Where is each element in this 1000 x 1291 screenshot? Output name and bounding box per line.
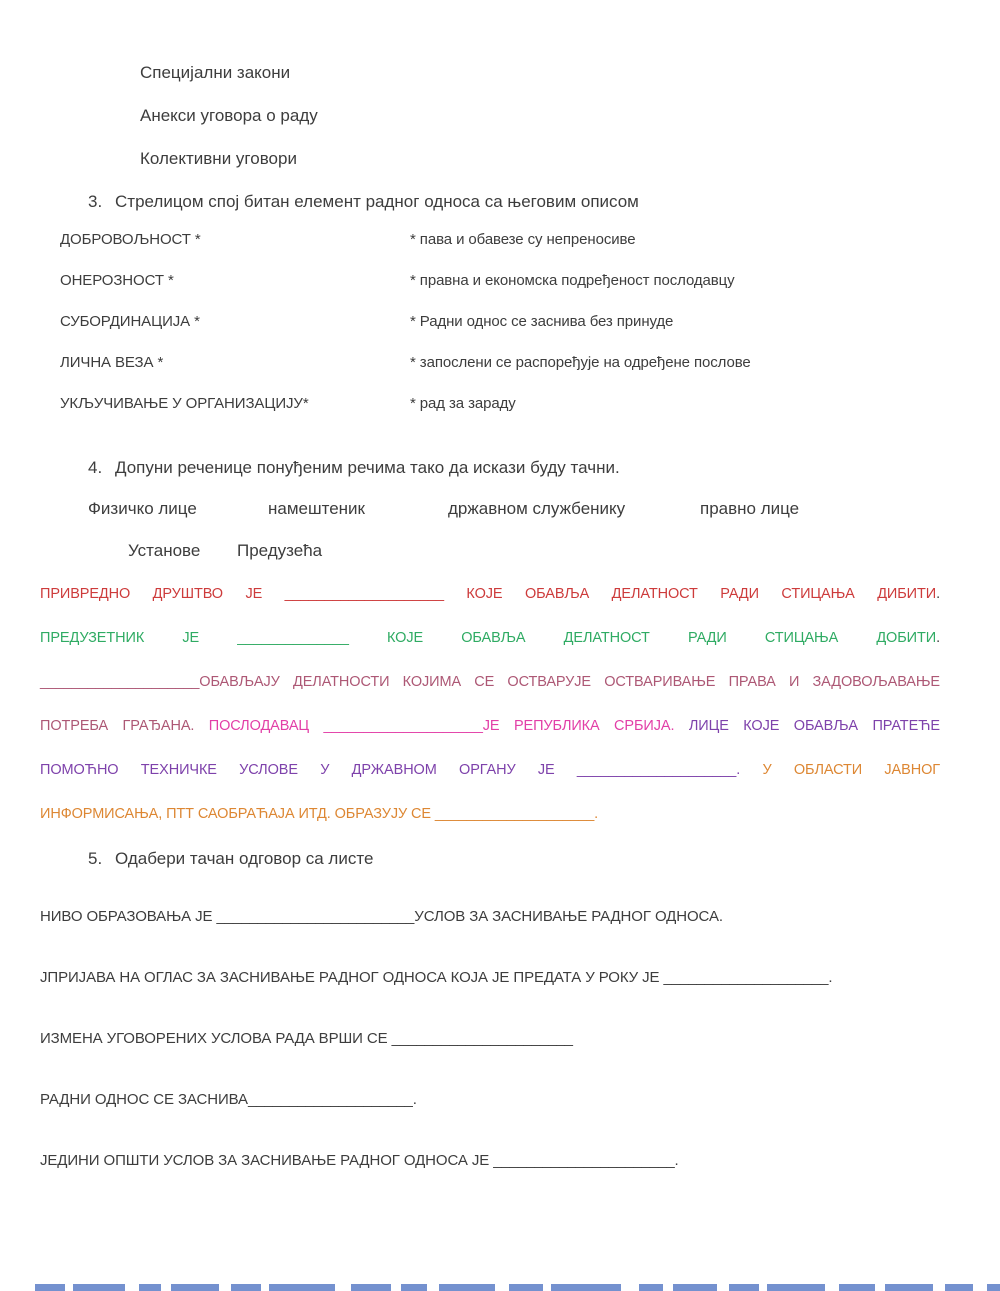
- strip-segment: [35, 1284, 65, 1291]
- answer-line[interactable]: НИВО ОБРАЗОВАЊА ЈЕ ________________________УСЛОВ ЗА ЗАСНИВАЊЕ РАДНОГ ОДНОСА.: [40, 908, 723, 925]
- question-3-title: Стрелицом спој битан елемент радног односа са његовим описом: [115, 192, 639, 211]
- match-row: [40, 313, 960, 333]
- match-row: [40, 272, 960, 292]
- question-3-heading: [40, 191, 960, 212]
- match-term[interactable]: ДОБРОВОЉНОСТ *: [60, 231, 201, 248]
- strip-segment: [171, 1284, 219, 1291]
- question-4-heading: [40, 457, 960, 478]
- answer-line[interactable]: ЈЕДИНИ ОПШТИ УСЛОВ ЗА ЗАСНИВАЊЕ РАДНОГ ОДНОСА ЈЕ ______________________.: [40, 1152, 679, 1169]
- question-4-number: 4.: [88, 458, 103, 477]
- fill-segment: .: [936, 630, 940, 646]
- fill-line[interactable]: [40, 804, 940, 824]
- fill-segment: У ОБЛАСТИ ЈАВНОГ: [762, 762, 940, 778]
- intro-list: [40, 62, 960, 169]
- fill-line[interactable]: [40, 716, 940, 736]
- word-bank-row-2: [40, 541, 960, 563]
- match-description[interactable]: * правна и економска подређеност послодавцу: [410, 272, 735, 289]
- word-bank-item[interactable]: намештеник: [268, 499, 365, 518]
- match-grid: [40, 231, 960, 415]
- strip-segment: [639, 1284, 663, 1291]
- fill-line[interactable]: [40, 628, 940, 648]
- strip-segment: [673, 1284, 717, 1291]
- fill-line[interactable]: [40, 672, 940, 692]
- word-bank-item[interactable]: Установе: [128, 541, 201, 560]
- intro-line: Специјални закони: [140, 63, 291, 82]
- match-term[interactable]: СУБОРДИНАЦИЈА *: [60, 313, 200, 330]
- fill-segment: ПОСЛОДАВАЦ ____________________ЈЕ РЕПУБЛИКА СРБИЈА.: [208, 718, 689, 734]
- fill-segment: .: [936, 586, 940, 602]
- strip-segment: [351, 1284, 391, 1291]
- answer-line[interactable]: ЈПРИЈАВА НА ОГЛАС ЗА ЗАСНИВАЊЕ РАДНОГ ОДНОСА КОЈА ЈЕ ПРЕДАТА У РОКУ ЈЕ ____________________.: [40, 969, 833, 986]
- strip-segment: [439, 1284, 495, 1291]
- question-3-number: 3.: [88, 192, 103, 211]
- fill-segment: ПРИВРЕДНО ДРУШТВО ЈЕ ____________________ КОЈЕ ОБАВЉА ДЕЛАТНОСТ РАДИ СТИЦАЊА ДИБИТИ: [40, 586, 937, 602]
- match-term[interactable]: ОНЕРОЗНОСТ *: [60, 272, 174, 289]
- intro-line: Колективни уговори: [140, 149, 297, 168]
- match-description[interactable]: * Радни однос се заснива без принуде: [410, 313, 674, 330]
- strip-segment: [767, 1284, 825, 1291]
- footer-strip: [35, 1284, 1000, 1291]
- strip-segment: [885, 1284, 933, 1291]
- fill-segment: ____________________ОБАВЉАЈУ ДЕЛАТНОСТИ КОЈИМА СЕ ОСТВАРУЈЕ ОСТВАРИВАЊЕ ПРАВА И ЗАДОВОЉАВАЊЕ: [40, 674, 940, 690]
- fill-line[interactable]: [40, 760, 940, 780]
- fill-segment: ЛИЦЕ КОЈЕ ОБАВЉА ПРАТЕЋЕ: [688, 718, 940, 734]
- word-bank-row-1: [40, 499, 960, 521]
- word-bank-item[interactable]: државном службенику: [448, 499, 626, 518]
- strip-segment: [839, 1284, 875, 1291]
- strip-segment: [509, 1284, 543, 1291]
- strip-segment: [139, 1284, 161, 1291]
- strip-segment: [401, 1284, 427, 1291]
- question-4-title: Допуни реченице понуђеним речима тако да искази буду тачни.: [115, 458, 620, 477]
- answer-lines: [40, 907, 960, 1171]
- word-bank-item[interactable]: Физичко лице: [88, 499, 197, 518]
- match-term[interactable]: ЛИЧНА ВЕЗА *: [60, 354, 164, 371]
- strip-segment: [987, 1284, 1000, 1291]
- question-5-heading: [40, 848, 960, 869]
- fill-lines: [40, 584, 940, 824]
- strip-segment: [729, 1284, 759, 1291]
- answer-line[interactable]: РАДНИ ОДНОС СЕ ЗАСНИВА____________________.: [40, 1091, 417, 1108]
- match-description[interactable]: * запослени се распоређује на одређене послове: [410, 354, 751, 371]
- fill-segment: ПОМОЋНО ТЕХНИЧКЕ УСЛОВЕ У ДРЖАВНОМ ОРГАНУ ЈЕ ____________________.: [40, 762, 763, 778]
- match-row: [40, 354, 960, 374]
- fill-segment: ИНФОРМИСАЊА, ПТТ САОБРАЋАЈА ИТД. ОБРАЗУЈУ СЕ ____________________.: [40, 806, 599, 822]
- strip-segment: [269, 1284, 335, 1291]
- answer-line[interactable]: ИЗМЕНА УГОВОРЕНИХ УСЛОВА РАДА ВРШИ СЕ ______________________: [40, 1030, 573, 1047]
- strip-segment: [945, 1284, 973, 1291]
- match-row: [40, 395, 960, 415]
- fill-segment: ПРЕДУЗЕТНИК ЈЕ ______________ КОЈЕ ОБАВЉА ДЕЛАТНОСТ РАДИ СТИЦАЊА ДОБИТИ: [40, 630, 937, 646]
- match-description[interactable]: * пава и обавезе су непреносиве: [410, 231, 636, 248]
- word-bank-item[interactable]: Предузећа: [237, 541, 323, 560]
- question-5-title: Одабери тачан одговор са листе: [115, 849, 374, 868]
- match-term[interactable]: УКЉУЧИВАЊЕ У ОРГАНИЗАЦИЈУ*: [60, 395, 309, 412]
- strip-segment: [231, 1284, 261, 1291]
- match-description[interactable]: * рад за зараду: [410, 395, 516, 412]
- question-5-number: 5.: [88, 849, 103, 868]
- match-row: [40, 231, 960, 251]
- fill-segment: ПОТРЕБА ГРАЂАНА.: [40, 718, 209, 734]
- strip-segment: [73, 1284, 125, 1291]
- word-bank-item[interactable]: правно лице: [700, 499, 800, 518]
- fill-line[interactable]: [40, 584, 940, 604]
- intro-line: Анекси уговора о раду: [140, 106, 318, 125]
- strip-segment: [551, 1284, 621, 1291]
